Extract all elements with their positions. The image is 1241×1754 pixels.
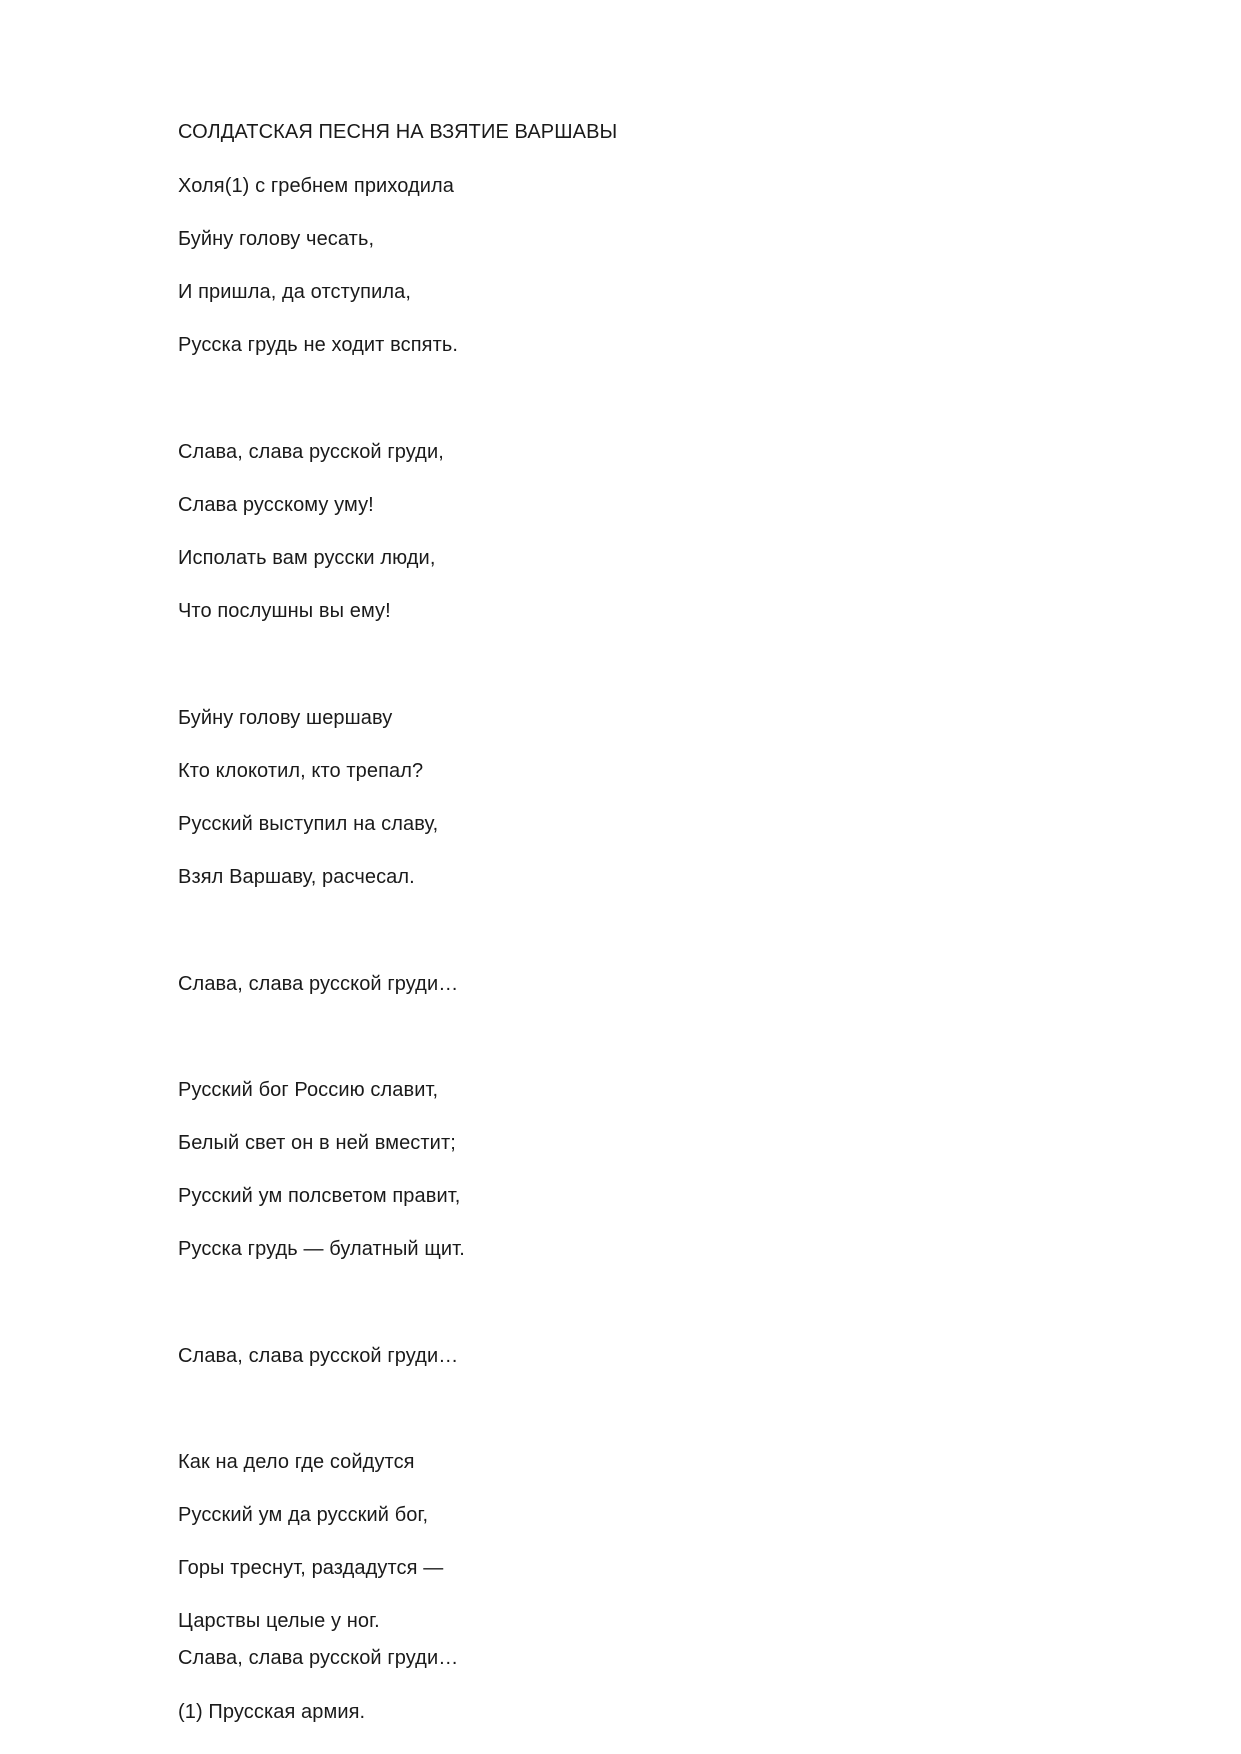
verse-line: Буйну голову шершаву: [178, 707, 393, 729]
verse-line: Русский ум полсветом правит,: [178, 1185, 461, 1207]
verse-line: Русска грудь — булатный щит.: [178, 1238, 465, 1260]
refrain-line: Что послушны вы ему!: [178, 600, 391, 622]
verse-line: Кто клокотил, кто трепал?: [178, 760, 424, 782]
refrain-line: Слава, слава русской груди…: [178, 1647, 459, 1669]
refrain-line: Слава, слава русской груди…: [178, 973, 459, 995]
verse-line: И пришла, да отступила,: [178, 281, 412, 303]
document-title: СОЛДАТСКАЯ ПЕСНЯ НА ВЗЯТИЕ ВАРШАВЫ: [178, 121, 618, 143]
verse-line: Холя(1) с гребнем приходила: [178, 175, 455, 197]
footnote: (1) Прусская армия.: [178, 1701, 366, 1723]
verse-line: Русский бог Россию славит,: [178, 1079, 439, 1101]
verse-line: Как на дело где сойдутся: [178, 1451, 415, 1473]
refrain-line: Слава русскому уму!: [178, 494, 374, 516]
verse-line: Буйну голову чесать,: [178, 228, 375, 250]
verse-line: Царствы целые у ног.: [178, 1610, 380, 1632]
verse-line: Белый свет он в ней вместит;: [178, 1132, 456, 1154]
verse-line: Горы треснут, раздадутся —: [178, 1557, 444, 1579]
refrain-line: Исполать вам русски люди,: [178, 547, 436, 569]
refrain-line: Слава, слава русской груди,: [178, 441, 444, 463]
verse-line: Русский выступил на славу,: [178, 813, 439, 835]
refrain-line: Слава, слава русской груди…: [178, 1345, 459, 1367]
verse-line: Русска грудь не ходит вспять.: [178, 334, 458, 356]
verse-line: Русский ум да русский бог,: [178, 1504, 429, 1526]
verse-line: Взял Варшаву, расчесал.: [178, 866, 415, 888]
